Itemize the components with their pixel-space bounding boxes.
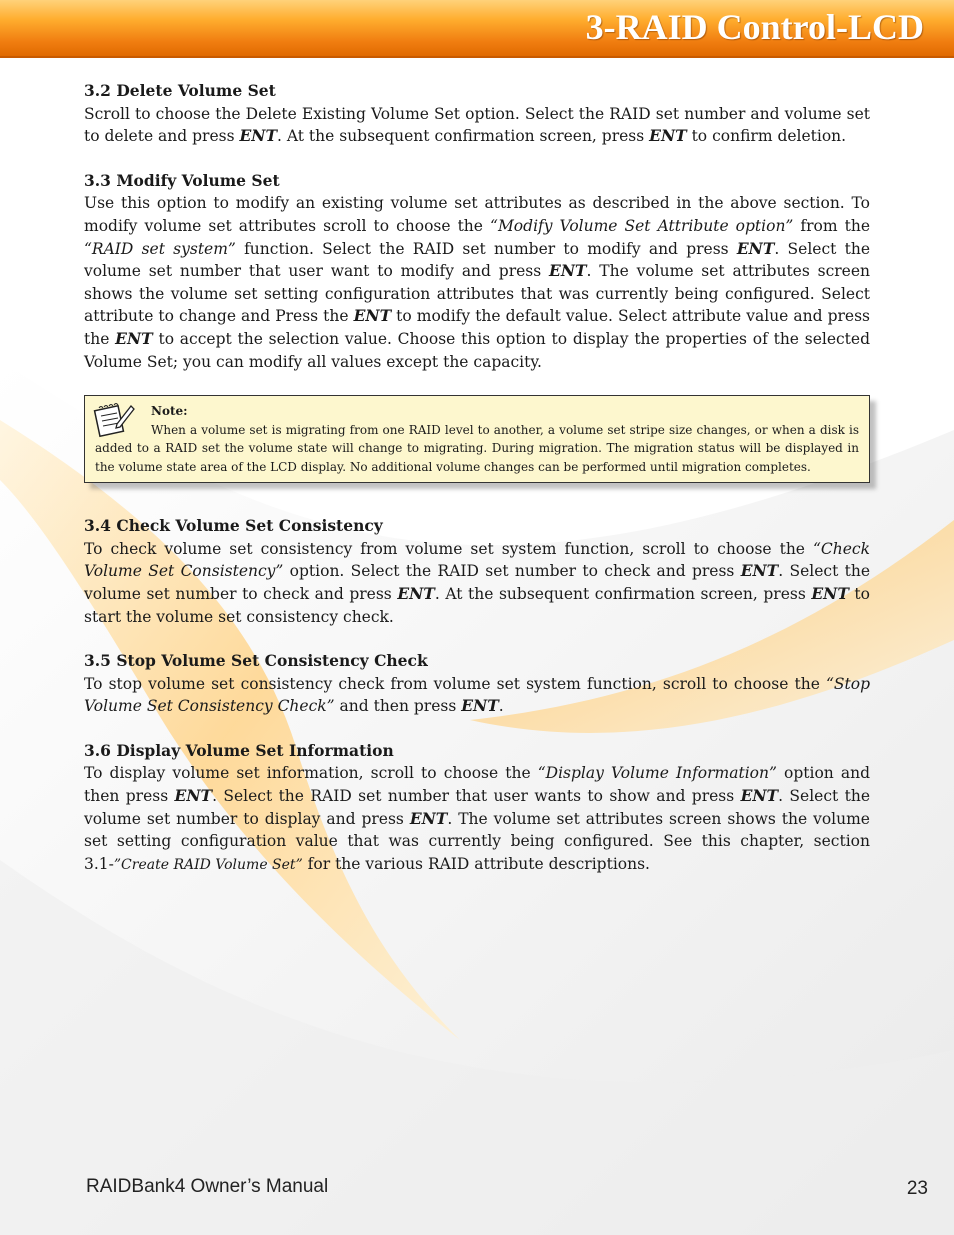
ent-key: ENT: [740, 561, 779, 581]
ent-key: ENT: [461, 696, 499, 716]
body-text: for the various RAID attribute descriptions.: [302, 854, 650, 873]
section-display-volume-info: [84, 740, 870, 877]
section-heading: 3.3 Modify Volume Set: [84, 170, 280, 190]
section-heading: 3.5 Stop Volume Set Consistency Check: [84, 651, 428, 671]
body-text: . At the subsequent confirmation screen, press: [277, 127, 650, 146]
quoted-option: “RAID set system”: [84, 239, 236, 258]
ent-key: ENT: [353, 306, 392, 326]
body-text: option. Select the RAID set number to check and press: [283, 562, 741, 581]
section-heading: 3.2 Delete Volume Set: [84, 81, 276, 100]
ent-key: ENT: [549, 261, 587, 281]
body-text: . Select the volume set number to display and press: [84, 787, 870, 828]
body-text: To stop volume set consistency check from volume set system function, scroll to choose the: [84, 674, 826, 693]
note-text: When a volume set is migrating from one RAID level to another, a volume set stripe size changes, or when a disk is added to a RAID set the volume state will change to migrating. During migration. The migration status will be displayed in the volume state area of the LCD display. No additional volume changes can be performed until migration completes.: [95, 422, 859, 474]
main-content: [84, 80, 870, 898]
body-text: . Select the volume set number that user want to modify and press: [84, 239, 870, 281]
quoted-option: “Check Volume Set Consistency”: [84, 539, 870, 581]
note-label: Note:: [151, 404, 188, 419]
page-title: 3-RAID Control-LCD: [585, 7, 924, 47]
body-text: function. Select the RAID set number to modify and press: [235, 239, 737, 258]
section-stop-consistency-check: [84, 650, 870, 718]
ent-key: ENT: [239, 126, 277, 146]
body-text: Use this option to modify an existing volume set attributes as described in the above section. To modify volume set attributes scroll to choose the: [84, 194, 870, 235]
body-text: To check volume set consistency from volume set system function, scroll to choose the: [84, 539, 813, 558]
section-body: [84, 673, 870, 718]
ent-key: ENT: [115, 328, 153, 348]
body-text: to confirm deletion.: [686, 127, 847, 146]
section-body: [84, 103, 870, 148]
page-number: 23: [906, 1178, 928, 1199]
ent-key: ENT: [397, 583, 435, 603]
body-text: Scroll to choose the Delete Existing Volume Set option. Select the RAID set number and volume set to delete and press: [84, 104, 870, 146]
section-body: [84, 762, 870, 876]
quoted-option: “Modify Volume Set Attribute option”: [490, 216, 794, 235]
body-text: . The volume set attributes screen shows the volume set setting configuration value that was currently being configured. See this chapter, section 3.1-: [84, 809, 870, 873]
quoted-option: “Stop Volume Set Consistency Check”: [84, 674, 870, 716]
section-delete-volume-set: [84, 80, 870, 148]
header-banner: [0, 0, 954, 58]
ent-key: ENT: [649, 126, 687, 146]
body-text: . Select the volume set number to check and press: [84, 562, 871, 603]
body-text: To display volume set information, scroll to choose the: [84, 764, 538, 783]
ent-key: ENT: [811, 583, 849, 603]
notepad-pencil-icon: [93, 402, 135, 438]
body-text: from the: [793, 216, 871, 235]
body-text: . At the subsequent confirmation screen, press: [434, 584, 812, 603]
body-text: and then press: [334, 697, 462, 716]
body-text: option and then press: [84, 764, 871, 806]
ent-key: ENT: [174, 786, 213, 806]
body-text: . The volume set attributes screen shows the volume set setting configuration attributes that was currently being configured. Select attribute to change and Press the: [84, 262, 870, 326]
section-body: [84, 192, 870, 373]
ent-key: ENT: [740, 786, 779, 806]
quoted-option: ”Create RAID Volume Set”: [113, 856, 303, 873]
body-text: to start the volume set consistency check.: [84, 584, 870, 626]
footer-manual-title: RAIDBank4 Owner’s Manual: [86, 1176, 329, 1197]
ent-key: ENT: [409, 808, 448, 828]
body-text: . Select the RAID set number that user wants to show and press: [212, 787, 741, 806]
note-box: [84, 395, 870, 483]
body-text: .: [498, 697, 504, 716]
section-body: [84, 538, 870, 628]
section-heading: 3.4 Check Volume Set Consistency: [84, 516, 383, 536]
section-check-consistency: [84, 515, 870, 628]
body-text: to modify the default value. Select attribute value and press the: [84, 307, 870, 348]
quoted-option: “Display Volume Information”: [537, 764, 777, 783]
section-heading: 3.6 Display Volume Set Information: [84, 740, 394, 760]
section-modify-volume-set: [84, 170, 870, 373]
ent-key: ENT: [736, 238, 775, 258]
body-text: to accept the selection value. Choose this option to display the properties of the selected Volume Set; you can modify all values except the capacity.: [84, 329, 871, 371]
